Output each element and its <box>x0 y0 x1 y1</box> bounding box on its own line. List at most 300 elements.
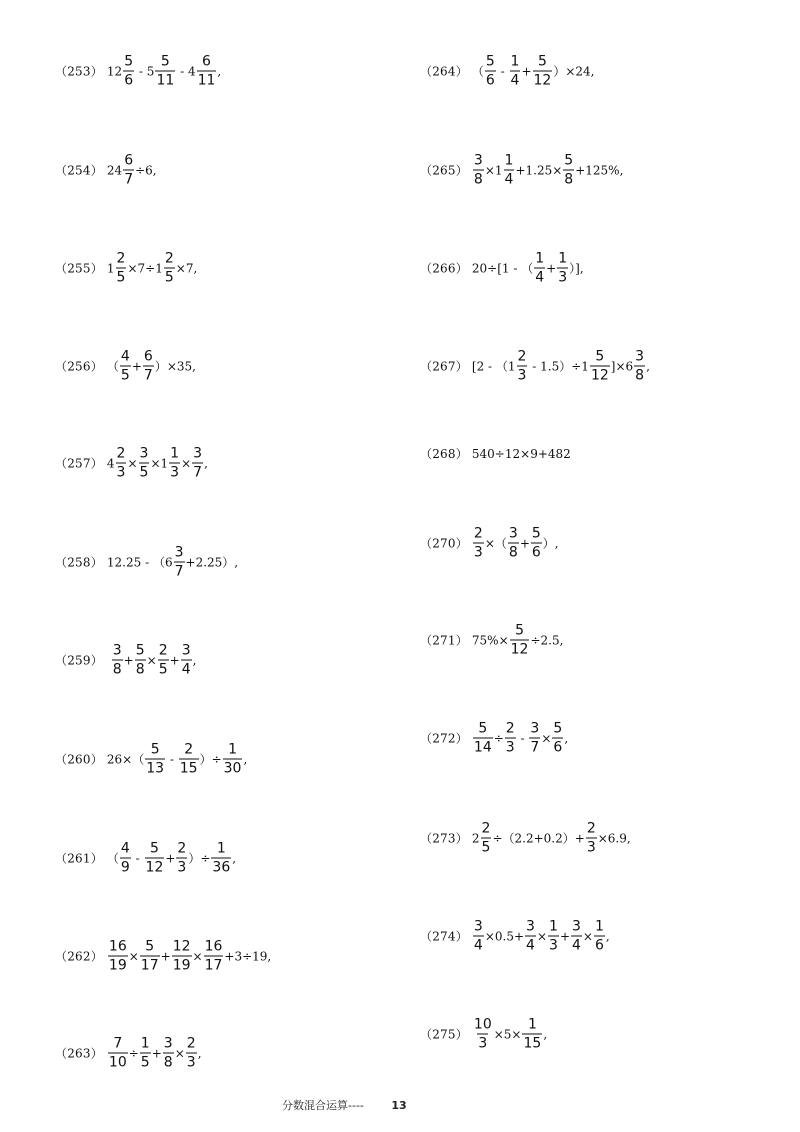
expression-text: ×（ <box>484 536 507 550</box>
fraction <box>473 154 484 187</box>
fraction-numerator: 7 <box>113 1035 123 1052</box>
fraction-denominator: 3 <box>116 464 126 481</box>
problem-item <box>420 1018 547 1051</box>
fraction-numerator: 5 <box>124 53 134 70</box>
fraction-numerator: 5 <box>531 525 541 542</box>
expression-text: +1.25× <box>515 163 563 177</box>
expression-text: ÷ <box>493 731 504 745</box>
problem-item <box>55 252 197 285</box>
fraction <box>123 55 134 88</box>
fraction-numerator: 10 <box>473 1016 492 1033</box>
fraction-denominator: 7 <box>143 367 153 384</box>
expression-text: 75%× <box>471 633 509 647</box>
fraction-denominator: 4 <box>526 937 535 954</box>
problem-item <box>55 940 271 973</box>
fraction-numerator: 5 <box>595 348 605 365</box>
fraction-numerator: 1 <box>549 918 558 935</box>
expression-text: × <box>128 949 139 963</box>
expression-text: ×0.5+ <box>484 929 525 943</box>
problem-number: （263） <box>55 1046 103 1060</box>
expression-text: , <box>204 456 208 470</box>
problem-item <box>420 448 571 460</box>
fraction-denominator: 4 <box>473 937 483 954</box>
expression-text: +2.25）, <box>185 555 239 569</box>
problem-number: （261） <box>55 851 103 865</box>
fraction-numerator: 1 <box>535 250 545 267</box>
fraction <box>525 920 536 953</box>
fraction-numerator: 1 <box>558 250 568 267</box>
problem-item <box>420 722 568 755</box>
fraction <box>108 1037 128 1070</box>
problem-number: （270） <box>420 536 468 550</box>
expression-text: ）×24, <box>553 64 595 78</box>
problem-item <box>420 920 610 953</box>
expression-text: - <box>516 731 529 745</box>
fraction-denominator: 15 <box>179 760 198 777</box>
fraction-numerator: 2 <box>473 525 483 542</box>
fraction <box>211 842 231 875</box>
fraction-numerator: 3 <box>526 918 535 935</box>
expression-text: - <box>131 851 144 865</box>
expression-text: ×7, <box>175 261 198 275</box>
fraction-numerator: 3 <box>530 720 540 737</box>
fraction <box>473 920 484 953</box>
fraction-denominator: 7 <box>530 739 540 756</box>
fraction <box>563 154 574 187</box>
fraction-numerator: 4 <box>120 348 130 365</box>
expression-text: , <box>197 1046 202 1060</box>
expression-text: × <box>146 653 157 667</box>
fraction-denominator: 12 <box>510 641 529 658</box>
fraction-numerator: 1 <box>216 840 226 857</box>
fraction-denominator: 9 <box>120 859 130 876</box>
fraction-numerator: 3 <box>181 642 191 659</box>
fraction-denominator: 17 <box>140 957 159 974</box>
problem-number: （258） <box>55 555 103 569</box>
problem-item <box>420 822 631 855</box>
expression-text: （ <box>471 64 484 78</box>
fraction-denominator: 5 <box>116 269 126 286</box>
fraction <box>155 55 175 88</box>
expression-text: , <box>646 359 650 373</box>
problem-number: （275） <box>420 1027 468 1041</box>
fraction <box>140 1037 151 1070</box>
fraction <box>485 55 496 88</box>
fraction-numerator: 3 <box>174 544 184 561</box>
fraction-numerator: 1 <box>170 445 180 462</box>
problem-number: （257） <box>55 456 103 470</box>
problem-number: （268） <box>420 447 468 461</box>
expression-text: [2 - （1 <box>471 359 516 373</box>
expression-text: ]×6 <box>610 359 634 373</box>
page-footer <box>282 1097 407 1113</box>
fraction-numerator: 2 <box>517 348 527 365</box>
fraction-numerator: 2 <box>184 741 194 758</box>
problem-number: （264） <box>420 64 468 78</box>
fraction <box>140 940 160 973</box>
fraction-denominator: 3 <box>170 464 180 481</box>
fraction-denominator: 8 <box>508 544 518 561</box>
page-number: 13 <box>391 1099 407 1112</box>
expression-text: 12 <box>106 64 123 78</box>
problem-item <box>55 546 238 579</box>
problem-number: （255） <box>55 261 103 275</box>
fraction-numerator: 2 <box>164 250 174 267</box>
problem-item <box>55 447 208 480</box>
fraction-numerator: 1 <box>228 741 238 758</box>
expression-text: ×5× <box>493 1027 522 1041</box>
fraction <box>145 743 165 776</box>
fraction-numerator: 4 <box>120 840 130 857</box>
expression-text: ）÷ <box>199 752 222 766</box>
fraction-denominator: 12 <box>590 367 609 384</box>
problem-item <box>55 842 236 875</box>
expression-text: 540÷12×9+482 <box>471 447 571 461</box>
fraction <box>510 55 521 88</box>
expression-text: , <box>217 64 222 78</box>
fraction-denominator: 4 <box>535 269 545 286</box>
fraction-numerator: 3 <box>193 445 203 462</box>
fraction-denominator: 11 <box>197 72 216 89</box>
problem-number: （253） <box>55 64 103 78</box>
expression-text: + <box>165 851 176 865</box>
fraction <box>548 920 559 953</box>
fraction <box>112 644 123 677</box>
fraction-numerator: 5 <box>160 53 170 70</box>
fraction-denominator: 15 <box>523 1035 542 1052</box>
fraction-denominator: 5 <box>120 367 130 384</box>
fraction <box>473 1018 493 1051</box>
fraction-numerator: 5 <box>149 840 159 857</box>
problem-number: （266） <box>420 261 468 275</box>
fraction-numerator: 3 <box>508 525 518 542</box>
fraction-numerator: 2 <box>116 445 126 462</box>
fraction <box>145 842 165 875</box>
problem-number: （273） <box>420 831 468 845</box>
fraction-denominator: 19 <box>172 957 191 974</box>
problem-item <box>55 644 196 677</box>
problem-item <box>420 624 563 657</box>
fraction <box>143 350 154 383</box>
fraction-denominator: 7 <box>174 563 184 580</box>
fraction-denominator: 8 <box>635 367 645 384</box>
fraction <box>186 1037 197 1070</box>
expression-text: + <box>546 261 557 275</box>
problem-number: （254） <box>55 163 103 177</box>
fraction <box>510 624 530 657</box>
expression-text: 26×（ <box>106 752 145 766</box>
problem-item <box>55 350 196 383</box>
fraction-denominator: 8 <box>135 661 145 678</box>
expression-text: , <box>564 731 569 745</box>
fraction <box>116 447 127 480</box>
fraction-denominator: 3 <box>186 1054 196 1071</box>
fraction-numerator: 3 <box>473 918 483 935</box>
fraction-denominator: 3 <box>473 544 483 561</box>
fraction-denominator: 4 <box>181 661 191 678</box>
fraction-numerator: 5 <box>553 720 563 737</box>
problem-item <box>420 252 584 285</box>
fraction-numerator: 5 <box>485 53 495 70</box>
expression-text: + <box>519 536 530 550</box>
fraction <box>181 644 192 677</box>
fraction <box>557 252 568 285</box>
fraction <box>120 842 131 875</box>
fraction-denominator: 6 <box>531 544 541 561</box>
expression-text: + <box>160 949 171 963</box>
fraction <box>531 527 542 560</box>
expression-text: 12.25 - （6 <box>106 555 173 569</box>
fraction-denominator: 3 <box>478 1035 488 1052</box>
fraction-denominator: 17 <box>204 957 223 974</box>
expression-text: 4 <box>106 456 115 470</box>
fraction-numerator: 3 <box>112 642 122 659</box>
fraction <box>164 252 175 285</box>
expression-text: × <box>181 456 192 470</box>
fraction-numerator: 5 <box>515 622 525 639</box>
fraction-numerator: 16 <box>204 938 223 955</box>
fraction-numerator: 2 <box>505 720 515 737</box>
fraction-denominator: 8 <box>564 171 574 188</box>
expression-text: （ <box>106 851 119 865</box>
expression-text: × <box>192 949 203 963</box>
problem-number: （267） <box>420 359 468 373</box>
fraction-denominator: 36 <box>212 859 231 876</box>
expression-text: , <box>192 653 197 667</box>
fraction <box>586 822 597 855</box>
expression-text: × <box>127 456 138 470</box>
fraction-numerator: 1 <box>510 53 520 70</box>
expression-text: ÷ <box>128 1046 139 1060</box>
fraction <box>204 940 224 973</box>
problem-number: （262） <box>55 949 103 963</box>
fraction <box>139 447 150 480</box>
fraction-denominator: 10 <box>108 1054 127 1071</box>
fraction-numerator: 12 <box>172 938 191 955</box>
fraction-denominator: 5 <box>139 464 149 481</box>
expression-text: , <box>605 929 610 943</box>
expression-text: , <box>232 851 237 865</box>
fraction-denominator: 11 <box>156 72 175 89</box>
problem-number: （259） <box>55 653 103 667</box>
expression-text: +125%, <box>575 163 624 177</box>
fraction-denominator: 6 <box>124 72 134 89</box>
fraction-numerator: 5 <box>537 53 547 70</box>
expression-text: × <box>174 1046 185 1060</box>
footer-title: 分数混合运算---- <box>282 1099 364 1112</box>
fraction-numerator: 2 <box>586 820 596 837</box>
fraction-numerator: 2 <box>158 642 168 659</box>
fraction-denominator: 6 <box>594 937 604 954</box>
fraction <box>634 350 645 383</box>
expression-text: + <box>131 359 142 373</box>
fraction <box>533 55 553 88</box>
expression-text: ）], <box>569 261 584 275</box>
expression-text: - 1.5）÷1 <box>528 359 589 373</box>
fraction <box>534 252 545 285</box>
expression-text: +3÷19, <box>224 949 272 963</box>
expression-text: + <box>151 1046 162 1060</box>
fraction-numerator: 1 <box>504 152 514 169</box>
expression-text: + <box>521 64 532 78</box>
fraction <box>508 527 519 560</box>
expression-text: + <box>123 653 134 667</box>
fraction-denominator: 3 <box>558 269 568 286</box>
expression-text: × <box>541 731 552 745</box>
fraction-denominator: 3 <box>549 937 558 954</box>
expression-text: 20÷[1 - （ <box>471 261 534 275</box>
fraction <box>172 940 192 973</box>
fraction-denominator: 4 <box>572 937 581 954</box>
fraction <box>590 350 610 383</box>
fraction-numerator: 3 <box>635 348 645 365</box>
fraction-denominator: 30 <box>223 760 242 777</box>
problem-item <box>420 154 623 187</box>
problem-number: （274） <box>420 929 468 943</box>
problem-number: （256） <box>55 359 103 373</box>
problem-item <box>55 55 221 88</box>
fraction-numerator: 2 <box>177 840 187 857</box>
fraction-denominator: 8 <box>112 661 122 678</box>
problem-item <box>420 527 559 560</box>
fraction-numerator: 2 <box>481 820 491 837</box>
fraction <box>158 644 169 677</box>
fraction-denominator: 6 <box>553 739 563 756</box>
fraction <box>473 527 484 560</box>
fraction-numerator: 5 <box>478 720 488 737</box>
expression-text: - <box>496 64 509 78</box>
fraction-numerator: 3 <box>572 918 581 935</box>
expression-text: , <box>543 1027 548 1041</box>
fraction-numerator: 1 <box>527 1016 537 1033</box>
expression-text: ÷（2.2+0.2）+ <box>492 831 585 845</box>
fraction <box>517 350 528 383</box>
fraction-denominator: 13 <box>146 760 165 777</box>
fraction <box>192 447 203 480</box>
fraction <box>123 154 134 187</box>
problem-number: （260） <box>55 752 103 766</box>
fraction <box>116 252 127 285</box>
expression-text: ÷6, <box>135 163 157 177</box>
problem-number: （265） <box>420 163 468 177</box>
expression-text: - <box>166 752 178 766</box>
expression-text: ×6.9, <box>597 831 631 845</box>
expression-text: - 4 <box>176 64 196 78</box>
fraction <box>174 546 185 579</box>
fraction-numerator: 5 <box>564 152 574 169</box>
expression-text: ×1 <box>150 456 169 470</box>
problem-item <box>55 1037 202 1070</box>
fraction <box>552 722 563 755</box>
fraction-denominator: 12 <box>145 859 164 876</box>
fraction-denominator: 12 <box>533 72 552 89</box>
fraction <box>529 722 540 755</box>
fraction-numerator: 2 <box>116 250 126 267</box>
fraction <box>594 920 605 953</box>
fraction-denominator: 8 <box>163 1054 173 1071</box>
fraction <box>473 722 493 755</box>
expression-text <box>107 654 111 666</box>
expression-text: ÷2.5, <box>530 633 564 647</box>
expression-text: ）÷ <box>188 851 211 865</box>
fraction-denominator: 8 <box>473 171 483 188</box>
expression-text: + <box>169 653 180 667</box>
fraction-numerator: 5 <box>150 741 160 758</box>
fraction <box>522 1018 542 1051</box>
expression-text: 1 <box>106 261 115 275</box>
fraction-denominator: 3 <box>177 859 187 876</box>
fraction <box>504 154 515 187</box>
fraction <box>135 644 146 677</box>
fraction-denominator: 7 <box>193 464 203 481</box>
fraction <box>163 1037 174 1070</box>
expression-text: ）, <box>542 536 559 550</box>
fraction <box>571 920 582 953</box>
fraction <box>481 822 492 855</box>
expression-text: + <box>559 929 570 943</box>
fraction-numerator: 2 <box>186 1035 196 1052</box>
fraction-denominator: 5 <box>481 839 491 856</box>
fraction-numerator: 3 <box>139 445 149 462</box>
expression-text: ×1 <box>484 163 503 177</box>
problem-number: （271） <box>420 633 468 647</box>
fraction-denominator: 3 <box>586 839 596 856</box>
fraction <box>169 447 180 480</box>
problem-number: （272） <box>420 731 468 745</box>
fraction-denominator: 3 <box>505 739 515 756</box>
fraction-denominator: 3 <box>517 367 527 384</box>
fraction-denominator: 5 <box>158 661 168 678</box>
fraction-numerator: 6 <box>143 348 153 365</box>
fraction <box>108 940 128 973</box>
expression-text: （ <box>106 359 119 373</box>
problem-item <box>420 55 594 88</box>
fraction-numerator: 16 <box>108 938 127 955</box>
fraction-numerator: 3 <box>473 152 483 169</box>
fraction-numerator: 5 <box>145 938 155 955</box>
fraction-denominator: 4 <box>504 171 514 188</box>
fraction-denominator: 5 <box>140 1054 150 1071</box>
expression-text: , <box>243 752 248 766</box>
fraction <box>505 722 516 755</box>
expression-text: - 5 <box>135 64 155 78</box>
expression-text: 24 <box>106 163 123 177</box>
expression-text: ×7÷1 <box>127 261 163 275</box>
problem-item <box>55 743 247 776</box>
fraction-numerator: 6 <box>202 53 211 70</box>
fraction-numerator: 6 <box>124 152 134 169</box>
fraction-numerator: 1 <box>140 1035 150 1052</box>
fraction <box>176 842 187 875</box>
fraction-numerator: 5 <box>135 642 145 659</box>
expression-text: ）×35, <box>154 359 196 373</box>
fraction-denominator: 7 <box>124 171 134 188</box>
fraction-denominator: 14 <box>473 739 492 756</box>
expression-text: × <box>582 929 593 943</box>
fraction-numerator: 3 <box>163 1035 173 1052</box>
fraction <box>197 55 217 88</box>
problem-item <box>420 350 650 383</box>
expression-text: × <box>536 929 548 943</box>
expression-text: 2 <box>471 831 480 845</box>
fraction-denominator: 5 <box>164 269 174 286</box>
fraction <box>120 350 131 383</box>
problem-item <box>55 154 157 187</box>
fraction <box>223 743 243 776</box>
fraction-denominator: 4 <box>510 72 520 89</box>
fraction-numerator: 1 <box>594 918 604 935</box>
fraction <box>179 743 199 776</box>
